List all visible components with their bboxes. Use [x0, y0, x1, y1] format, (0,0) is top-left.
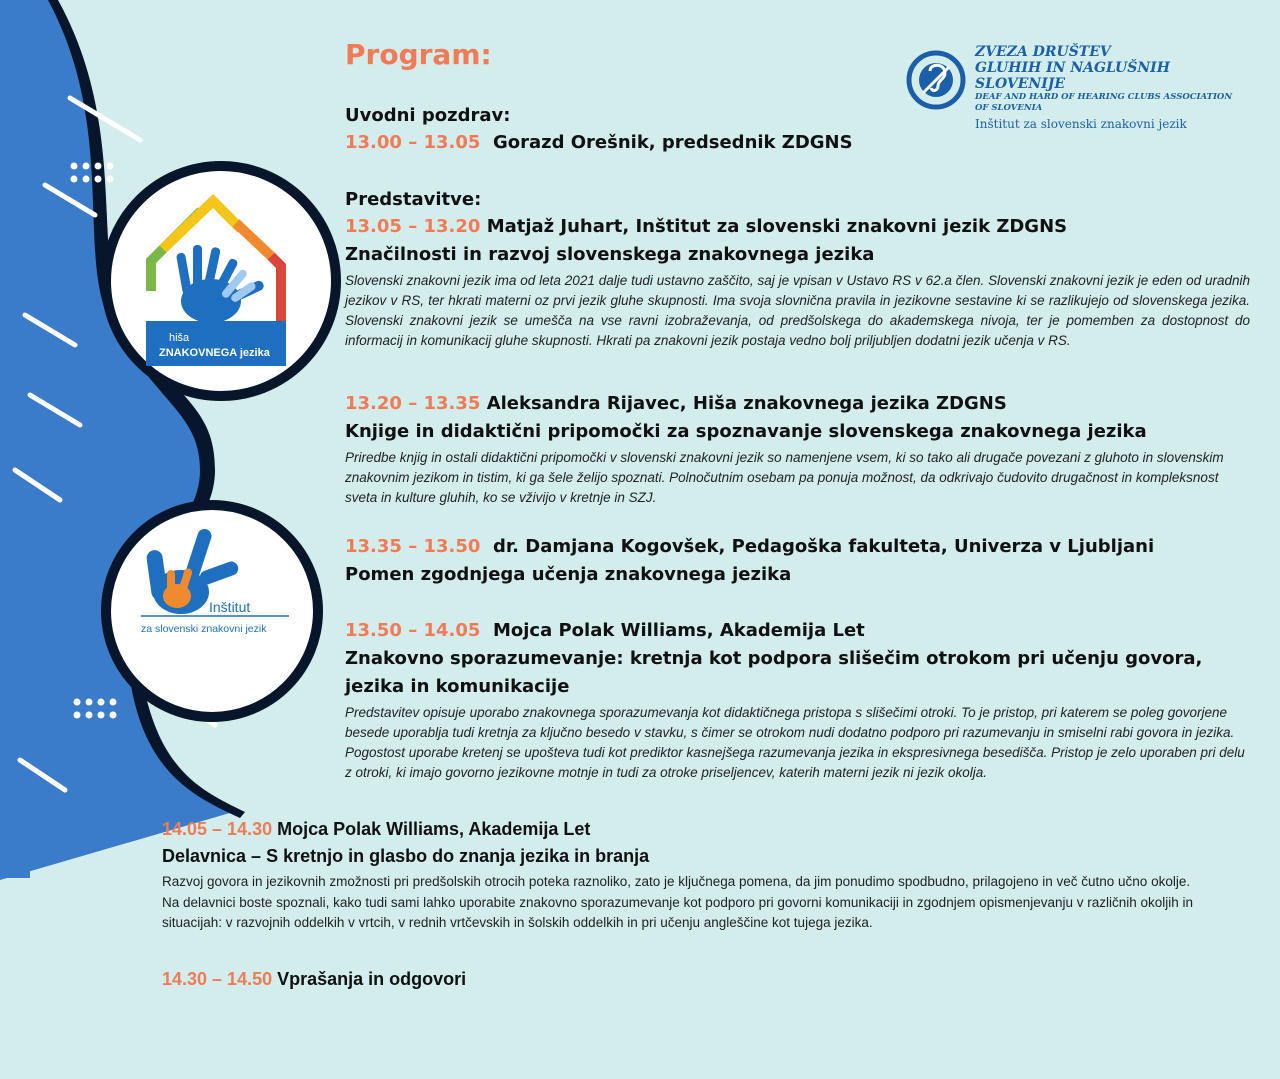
session-line [162, 966, 1222, 992]
session-title: Znakovno sporazumevanje: kretnja kot podpora slišečim otrokom pri učenju govora, jezika in komunikacije [345, 648, 1203, 697]
intro-section [345, 103, 1250, 157]
org-name-line2: GLUHIH IN NAGLUŠNIH SLOVENIJE [975, 60, 1170, 92]
znakovnega-jezika-text: ZNAKOVNEGA jezika [159, 347, 270, 359]
session-speaker: Matjaž Juhart, Inštitut za slovenski znakovni jezik ZDGNS [486, 216, 1068, 237]
session-speaker: Mojca Polak Williams, Akademija Let [277, 819, 591, 839]
presentations-section [345, 187, 1250, 351]
session-title: Delavnica – S kretnjo in glasbo do znanja jezika in branja [162, 846, 650, 866]
session-line [162, 816, 1222, 842]
institut-text: Inštitut [209, 599, 251, 615]
session-speaker: Mojca Polak Williams, Akademija Let [492, 620, 865, 641]
session-description: Predstavitev opisuje uporabo znakovnega sporazumevanja kot didaktičnega pristopa s slišečimi otroki. To je pristop, pri katerem se poleg govorjene besede uporablja tudi kretnja za ključno besedo v stavku, s čimer se otrokom nudi dodatno podporo pri razumevanju in smiselni rabi govora in jezika. Pogostost uporabe kretenj se upošteva tudi kot prediktor kasnejšega razumevanja jezika in ekspresivnega besedišča. Pristop je zelo uporaben pri delu z otroki, ki imajo govorno jezikovne motnje in tudi za otroke priseljencev, katerih materni jezik ni jezik okolja. [345, 705, 1245, 780]
session-title: Knjige in didaktični pripomočki za spoznavanje slovenskega znakovnega jezika [345, 421, 1147, 442]
session-description: Slovenski znakovni jezik ima od leta 2021 dalje tudi ustavno zaščito, saj je vpisan v Ustavo RS v 62.a člen. Slovenski znakovni jezik je eden od uradnih jezikov v RS, ter hkrati materni oz prvi jezik gluhe skupnosti. Ima svoja slovnična pravila in jezikovne sestavine ki se razlikujejo od slovenskega jezika. Slovenski znakovni jezik se umešča na vse ravni izobraževanja, od predšolskega do akademskega nivoja, ter je pomemben za dostopnost do informacij in komunikacij gluhe skupnosti. Hkrati pa znakovni jezik postaja vedno bolj priljubljen dodatni jezik učenja v RS. [345, 273, 1250, 348]
org-institute: Inštitut za slovenski znakovni jezik [975, 117, 1187, 131]
session-time: 13.50 – 14.05 [345, 620, 481, 641]
presentations-heading: Predstavitve: [345, 189, 482, 210]
session-time: 13.05 – 13.20 [345, 216, 481, 237]
session-time: 13.20 – 13.35 [345, 393, 481, 414]
session-block [345, 533, 1250, 589]
house-hand-icon [111, 171, 331, 391]
org-name-line1: ZVEZA DRUŠTEV [975, 44, 1111, 60]
session-speaker: Aleksandra Rijavec, Hiša znakovnega jezika ZDGNS [486, 393, 1007, 414]
session-title: Značilnosti in razvoj slovenskega znakovnega jezika [345, 244, 875, 265]
session-block [345, 390, 1250, 508]
deaf-ear-icon [905, 49, 967, 111]
session-speaker: Gorazd Orešnik, predsednik ZDGNS [492, 132, 853, 153]
institut-logo [101, 500, 323, 722]
session-time: 13.00 – 13.05 [345, 132, 481, 153]
session-line [345, 617, 1250, 645]
institut-subtitle: za slovenski znakovni jezik [141, 623, 267, 635]
session-block [162, 966, 1222, 992]
hisa-text: hiša [169, 332, 190, 344]
session-description: Razvoj govora in jezikovnih zmožnosti pri predšolskih otrocih poteka raznoliko, zato je ključnega pomena, da jim ponudimo spodbudno, prilagojeno in več čutno učno okolje. Na delavnici boste spoznali, kako tudi sami lahko uporabite znakovno sporazumevanje kot podporo pri govorni komunikaciji in zgodnjem opismenjevanju v različnih okoljih in situacijah: v razvojnih oddelkih v vrtcih, v rednih vrtčevskih in šolskih oddelkih in pri učenju angleščine kot tujega jezika. [162, 874, 1194, 930]
session-title: Pomen zgodnjega učenja znakovnega jezika [345, 564, 792, 585]
session-speaker: dr. Damjana Kogovšek, Pedagoška fakulteta, Univerza v Ljubljani [492, 536, 1155, 557]
session-time: 13.35 – 13.50 [345, 536, 481, 557]
sign-hand-icon [111, 510, 313, 712]
session-speaker: Vprašanja in odgovori [277, 969, 467, 989]
session-block [345, 617, 1250, 783]
intro-heading: Uvodni pozdrav: [345, 105, 511, 126]
hisa-znakovnega-jezika-logo [101, 161, 341, 401]
session-time: 14.30 – 14.50 [162, 969, 273, 989]
session-description: Priredbe knjig in ostali didaktični pripomočki v slovenski znakovni jezik so namenjene vsem, ki so tako ali drugače povezani z gluhoto in slovenskim znakovnim jezikom in tistim, ki ga šele želijo spoznati. Polnočutnim osebam pa ponuja možnost, da odkrivajo čudovito drugačnost in kompleksnost sveta in kulture gluhih, ko se vživijo v kretnje in SZJ. [345, 450, 1224, 505]
session-line [345, 390, 1250, 418]
session-line [345, 129, 1250, 157]
session-block [162, 816, 1222, 934]
session-time: 14.05 – 14.30 [162, 819, 273, 839]
session-line [345, 213, 1250, 241]
session-line [345, 533, 1250, 561]
page-title: Program: [345, 38, 492, 71]
org-name-english: DEAF AND HARD OF HEARING CLUBS ASSOCIATION OF SLOVENIA [975, 92, 1233, 113]
sidebar-panel-lower [0, 440, 30, 878]
